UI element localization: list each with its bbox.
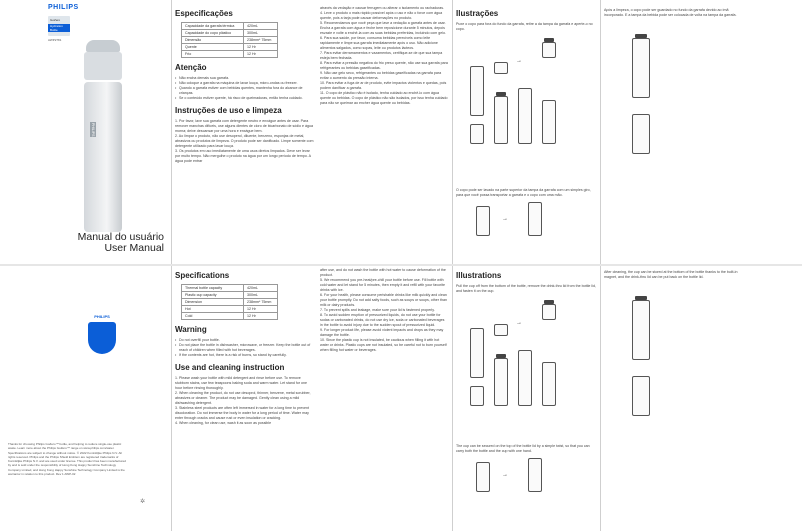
- table-row: [182, 37, 278, 44]
- pt-illus-step2: O copo pode ser lavado na parte superior da tampa da garrafa com um simples giro, para que você possa transportar a garrafa e o copo com uma mão.: [456, 188, 591, 197]
- pt-step3-panel: [604, 0, 744, 265]
- list-item: 8. To avoid sudden eruption of pressurized liquids, do not use your bottle for sodas or carbonated drinks, do not use dry ice, soda or carbonated beverages in the bottle to avoid injury due to the sudden spout of pressurized liquid.: [320, 313, 445, 327]
- spec-value: 300mL: [244, 292, 278, 299]
- diagram-lid: [544, 38, 554, 42]
- shield-brand-text: PHILIPS: [94, 314, 110, 319]
- diagram-bottle: [470, 386, 484, 406]
- spec-value: 12 Hr: [244, 51, 278, 58]
- en-warning-heading: Warning: [175, 325, 207, 334]
- spec-value: 420mL: [244, 285, 278, 292]
- manual-title-en: User Manual: [104, 242, 164, 254]
- spec-label: Cold: [182, 313, 244, 320]
- list-item: • Se o conteúdo estiver quente, há risco de queimaduras, então tenha cuidado.: [175, 96, 315, 101]
- pt-illustrations-panel: [456, 0, 596, 265]
- list-item: 10. Since the plastic cup is not insulated, be cautious when filling it with hot water or drinks. Plastic cups are not insulated, so be careful not to burn yourself when filling hot water or beverages.: [320, 338, 447, 352]
- spec-label: Frio: [182, 51, 244, 58]
- en-illus-step1: Pull the cup off from the bottom of the bottle, remove the drink-thru lid from the bottle lid, and fasten it on the cup.: [456, 284, 596, 293]
- list-item: 2. When cleaning the product, do not use desoprol, thinner, benzene, metal scrubber, abrasives or cleaner. The product may be damaged. Gently clean using a mild dishwashing detergent.: [175, 391, 311, 405]
- diagram-lid: [635, 296, 647, 300]
- fold-line: [600, 0, 601, 265]
- list-item: 1. Por favor, lave sua garrafa com detergente neutro e enxágue antes de usar. Para remover manchas difíceis, use alguns dientes de cloro de bicarbonato de sódio e água morna; deixe descansar por uma hora e enxágue bem.: [175, 119, 314, 133]
- diagram-bottle: [470, 124, 484, 144]
- diagram-bottle: [542, 362, 556, 406]
- diagram-bottle: [632, 114, 650, 154]
- en-use-list: [175, 376, 315, 426]
- list-item: através da vedação e causar ferrugem ou alterar o isolamento ou rachaduras.: [320, 6, 445, 10]
- pt-continued-list: [320, 6, 448, 106]
- diagram-lid: [635, 34, 647, 38]
- fold-line: [452, 266, 453, 531]
- brand-logo: PHILIPS: [48, 4, 79, 11]
- pt-warning-heading: Atenção: [175, 63, 207, 72]
- en-spec-heading: Specifications: [175, 271, 230, 280]
- portuguese-sheet: [0, 0, 802, 265]
- list-item: • Não encha demais sua garrafa.: [175, 76, 315, 81]
- pt-illus-diagram-3: [604, 18, 744, 168]
- list-item: 2. Ao limpar o produto, não use desoperol, diluente, benzeno, esponjas de metal, abrasivos ou produtos de limpeza. O produto pode ser danificado. Limpe somente com detergente utilizado para lavar louça.: [175, 134, 314, 148]
- en-illus-diagram-3: [604, 280, 744, 430]
- en-illus-diagram: [456, 300, 596, 408]
- table-row: [182, 285, 278, 292]
- list-item: • Do not overfill your bottle.: [175, 338, 315, 343]
- diagram-bottle: [518, 350, 532, 406]
- pt-illus-step3: Após a limpeza, o copo pode ser guardado no fundo da garrafa devido ao ímã incorporado. E a tampa da bebida pode ser colocada de volta na tampa da garrafa.: [604, 8, 737, 17]
- list-item: 3. Os produtos em uso imediatamente de uma usos diretos limpados. Deve ser levar por muito tempo. Não mergulhe o produto na água por um longo período de tempo. A água pode entrar: [175, 149, 311, 163]
- en-continued-list: [320, 268, 448, 353]
- en-illustrations-panel: [456, 266, 596, 531]
- diagram-bottle: [494, 358, 508, 406]
- table-row: [182, 306, 278, 313]
- english-sheet: [0, 266, 802, 531]
- diagram-cup: [494, 324, 508, 336]
- en-step3-panel: [604, 266, 744, 531]
- en-illus-heading: Illustrations: [456, 271, 502, 280]
- spec-label: Plastic cup capacity: [182, 292, 244, 299]
- list-item: 4. Leve o produto o mais rápido possível após o uso e não o force com água quente, pois a tarja pode causar deformações no produto.: [320, 11, 443, 20]
- list-item: 6. Para sua saúde, por favor, consuma bebidas perecíveis como leite rapidamente e limpe sua garrafa imediatamente após o uso. Não adicione alimentos salgados, como sopas, leite ou produtos lácteos.: [320, 36, 438, 50]
- bottle-illustration: [80, 40, 126, 240]
- list-item: 7. To prevent spills and leakage, make sure your lid is fastened properly.: [320, 308, 435, 312]
- spec-value: 300mL: [244, 30, 278, 37]
- list-item: 9. For longer product life, please avoid violent impacts and drops as they may damage the bottle.: [320, 328, 444, 337]
- spec-label: Dimensão: [182, 37, 244, 44]
- pt-continued-panel: [320, 0, 448, 265]
- list-item: • Não coloque a garrafa na máquina de lavar louça, micro-ondas ou freezer.: [175, 81, 315, 86]
- diagram-lid: [496, 92, 506, 96]
- diagram-bottle: [542, 100, 556, 144]
- list-item: 9. Não use gelo seco, refrigerantes ou bebidas gaseificadas na garrafa para evitar o aumento da pressão interna.: [320, 71, 442, 80]
- table-row: [182, 30, 278, 37]
- diagram-bottle: [476, 462, 490, 492]
- list-item: 5. Recomendamos que você peça que lave a vedação a garrafa antes de usar. Encha a garrafa com água e feche bem reposicione durante 5 minutos, depois esvazie e volte a enchê-la com as suas bebidas preferidas, incluindo com gelo.: [320, 21, 447, 35]
- pt-use-heading: Instruções de uso e limpeza: [175, 106, 282, 115]
- list-item: 6. For your health, please consume perishable drinks like milk quickly and clean your bottle promptly. Do not add salty foods, such as soups or soups, other than milk or dairy products.: [320, 293, 447, 307]
- fold-line: [171, 266, 172, 531]
- spec-value: 238mm* 75mm: [244, 37, 278, 44]
- recycle-icon: ✲: [140, 499, 146, 505]
- en-illus-step3: After cleaning, the cup can be stored at the bottom of the bottle thanks to the built-in magnet, and the drink-thru lid can be put back on the bottle lid.: [604, 270, 738, 279]
- table-row: [182, 313, 278, 320]
- bottle-lid: [86, 40, 120, 52]
- en-spec-table: [181, 284, 278, 320]
- diagram-bottle: [476, 206, 490, 236]
- list-item: 10. Para evitar a fuga de ar de produto, evite impactos violentos e quedas, pois podem danificar a garrafa.: [320, 81, 447, 90]
- diagram-bottle: [518, 88, 532, 144]
- spec-label: Hot: [182, 306, 244, 313]
- table-row: [182, 23, 278, 30]
- list-item: 7. Para evitar derramamentos e vazamentos, certifique-se de que sua tampa esteja bem fechada.: [320, 51, 443, 60]
- model-number: AWP2781: [48, 38, 62, 42]
- en-illus-step2: The cup can be secured on the top of the bottle lid by a simple twist, so that you can carry both the bottle and the cup with one hand.: [456, 444, 590, 453]
- pt-use-list: [175, 119, 315, 164]
- diagram-bottle: [470, 328, 484, 378]
- table-row: [182, 51, 278, 58]
- spec-label: Capacidade da garrafa térmica: [182, 23, 244, 30]
- list-item: • Quando a garrafa estiver com bebidas quentes, mantenha fora do alcance de crianças.: [175, 86, 315, 96]
- list-item: • If the contents are hot, there is a risk of burns, so stand by carefully.: [175, 353, 315, 358]
- pt-illus-diagram: [456, 38, 596, 146]
- fold-line: [600, 266, 601, 531]
- en-warning-list: [175, 338, 315, 358]
- table-row: [182, 299, 278, 306]
- bottle-brand-text: PHILIPS: [91, 123, 95, 137]
- spec-label: Quente: [182, 44, 244, 51]
- diagram-bottle: [632, 38, 650, 98]
- pt-illus-step1: Puxe o copo para fora do fundo da garrafa, retire a da tampa da garrafa e aperte-o no copo.: [456, 22, 593, 31]
- en-illus-diagram-2: [456, 454, 596, 514]
- philips-shield-icon: [88, 314, 116, 354]
- pt-spec-panel: [175, 0, 315, 265]
- diagram-bottle: [632, 300, 650, 360]
- list-item: 8. Para evitar a pressão negativa do frio preso quente, não use sua garrafa para refrigerantes ou bebidas gaseificadas.: [320, 61, 448, 70]
- spec-value: 238mm* 75mm: [244, 299, 278, 306]
- fold-line: [171, 0, 172, 265]
- spec-value: 12 Hr: [244, 313, 278, 320]
- manual-title-pt: Manual do usuário: [77, 231, 164, 243]
- fold-line: [452, 0, 453, 265]
- pt-warning-list: [175, 76, 315, 101]
- bottle-body: [84, 82, 122, 232]
- pt-illus-diagram-2: [456, 198, 596, 258]
- diagram-cup: [494, 62, 508, 74]
- diagram-lid: [544, 300, 554, 304]
- diagram-lid: [496, 354, 506, 358]
- list-item: 3. Stainless steel products are often left immersed in water for a long time to prevent discoloration. Do not immerse the body in water for a long period of time. Water may enter through cracks and cause rust or even insulation or cracking.: [175, 406, 310, 420]
- diagram-cup: [542, 42, 556, 58]
- spec-value: 12 Hr: [244, 44, 278, 51]
- back-cover-panel: [0, 266, 170, 531]
- en-use-heading: Use and cleaning instruction: [175, 363, 285, 372]
- table-row: [182, 44, 278, 51]
- diagram-bottle: [528, 458, 542, 492]
- pt-illus-heading: Ilustrações: [456, 9, 499, 18]
- label-line2: Hydration Bottle: [48, 24, 70, 32]
- bottle-cup: [84, 52, 122, 80]
- en-continued-panel: [320, 266, 448, 531]
- list-item: 1. Please wash your bottle with mild detergent and rinse before use. To remove stubborn stains, use few teaspoons baking soda and warm water. Let stand for one hour before rinsing thoroughly.: [175, 376, 308, 390]
- cover-panel: [0, 0, 170, 265]
- arrow-icon: →: [502, 216, 508, 222]
- list-item: after use, and do not wash the bottle with hot water to cause deformation of the product.: [320, 268, 446, 277]
- en-spec-panel: [175, 266, 315, 531]
- list-item: 4. When cleaning, for clean use, wash it as soon as possible: [175, 421, 272, 425]
- spec-value: 420mL: [244, 23, 278, 30]
- spec-value: 12 Hr: [244, 306, 278, 313]
- diagram-bottle: [528, 202, 542, 236]
- pt-spec-table: [181, 22, 278, 58]
- diagram-cup: [542, 304, 556, 320]
- spec-label: Dimension: [182, 299, 244, 306]
- diagram-bottle: [470, 66, 484, 116]
- diagram-bottle: [632, 376, 650, 416]
- arrow-icon: →: [516, 58, 522, 64]
- diagram-bottle: [494, 96, 508, 144]
- arrow-icon: →: [502, 472, 508, 478]
- list-item: • Do not place the bottle in dishwasher, microwave, or freezer. Keep the bottle out of reach of children when filled with hot beverages.: [175, 343, 315, 353]
- list-item: 11. O copo de plástico não é isolado, tenha cuidado ao enchê-lo com água quente ou bebidas. O copo de plástico não são isolados, por isso tenha cuidado para não se queimar ao encher água quente ou bebidas.: [320, 91, 448, 105]
- spec-label: Capacidade do copo plástico: [182, 30, 244, 37]
- label-line1: GoZero: [50, 18, 61, 22]
- product-label-box: [48, 16, 70, 36]
- legal-text: Thanks for choosing Philips GoZero™ bottle, and helping to reduce single-use plastic waste. Learn more about the Philips GoZero™ range on www.philips.com/water. Specifications are subject to change without notice. © 2022 Koninklijke Philips N.V. All rights reserved. Philips and the Philips Shield Emblem are registered trademarks of Koninklijke Philips N.V. and are used under license. This product has been manufactured by and is sold under the responsibility of Hong Kong Happy Sunshine Technology Company Limited, and Hong Kong Happy Sunshine Technology Company Limited is the warrantor in relation to this product. Rev 1 AWP-02: [8, 442, 126, 477]
- list-item: 5. We recommend you pre-heat/pre-chill your bottle before use. Fill bottle with cold water and let stand for 5 minutes, then empty it and refill with your favorite drinks with ice.: [320, 278, 446, 292]
- spec-label: Thermal bottle capacity: [182, 285, 244, 292]
- pt-spec-heading: Especificações: [175, 9, 233, 18]
- table-row: [182, 292, 278, 299]
- arrow-icon: →: [516, 320, 522, 326]
